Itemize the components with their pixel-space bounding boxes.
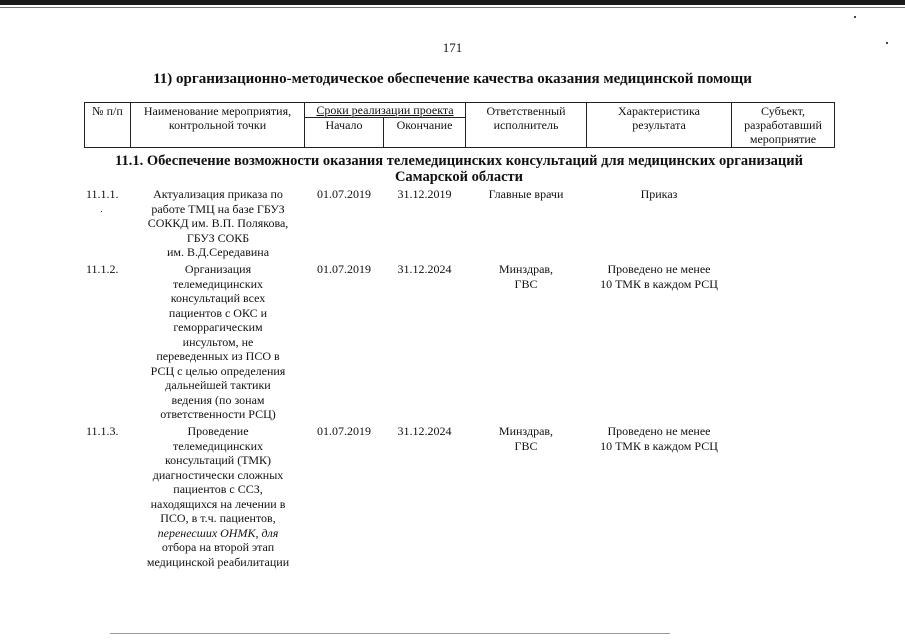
row-result: Проведено не менее 10 ТМК в каждом РСЦ: [600, 262, 718, 291]
row-name: Актуализация приказа по работе ТМЦ на базе ГБУЗ СОККД им. В.П. Полякова, ГБУЗ СОКБ им. В.Д.Середавина: [147, 187, 289, 259]
row-end: 31.12.2024: [397, 424, 452, 438]
header-result: Характеристика результата: [586, 102, 732, 148]
scan-top-edge-line: [0, 7, 905, 8]
scan-top-edge: [0, 0, 905, 5]
section-title: 11) организационно-методическое обеспечение качества оказания медицинской помощи: [153, 71, 752, 87]
row-start: 01.07.2019: [317, 262, 371, 276]
row-start: 01.07.2019: [317, 424, 371, 438]
subsection-title: 11.1. Обеспечение возможности оказания телемедицинских консультаций для медицинских организаций Самарской области: [115, 153, 803, 185]
header-name: Наименование мероприятия, контрольной точки: [130, 102, 305, 148]
scan-speck: [101, 211, 102, 212]
row-start: 01.07.2019: [317, 187, 371, 201]
row-num: 11.1.3.: [86, 424, 119, 438]
row-result: Проведено не менее 10 ТМК в каждом РСЦ: [600, 424, 718, 453]
header-responsible: Ответственный исполнитель: [465, 102, 587, 148]
row-num: 11.1.1.: [86, 187, 119, 201]
header-num: № п/п: [84, 102, 131, 148]
row-end: 31.12.2024: [397, 262, 452, 276]
row-num: 11.1.2.: [86, 262, 119, 276]
scan-bottom-line: [110, 633, 670, 634]
row-name: Проведение телемедицинских консультаций (ТМК) диагностически сложных пациентов с ССЗ, находящихся на лечении в ПСО, в т.ч. пациентов, перенесших ОНМК, для отбора на второй этап медицинской реабилитации: [146, 424, 290, 569]
row-name: Организация телемедицинских консультаций всех пациентов с ОКС и геморрагическим инсультом, не переведенных из ПСО в РСЦ с целью определения дальнейшей тактики ведения (по зонам ответственности РСЦ): [150, 262, 286, 421]
row-responsible: Минздрав, ГВС: [498, 424, 554, 453]
row-responsible: Главные врачи: [488, 187, 564, 201]
row-end: 31.12.2019: [397, 187, 452, 201]
page-number: 171: [442, 40, 463, 55]
header-end: Окончание: [383, 117, 466, 148]
row-result: Приказ: [640, 187, 678, 201]
header-terms: Сроки реализации проекта: [304, 102, 466, 118]
header-subject: Субъект, разработавший мероприятие: [731, 102, 835, 148]
header-start: Начало: [304, 117, 384, 148]
row-responsible: Минздрав, ГВС: [498, 262, 554, 291]
scan-speck: [854, 16, 856, 18]
